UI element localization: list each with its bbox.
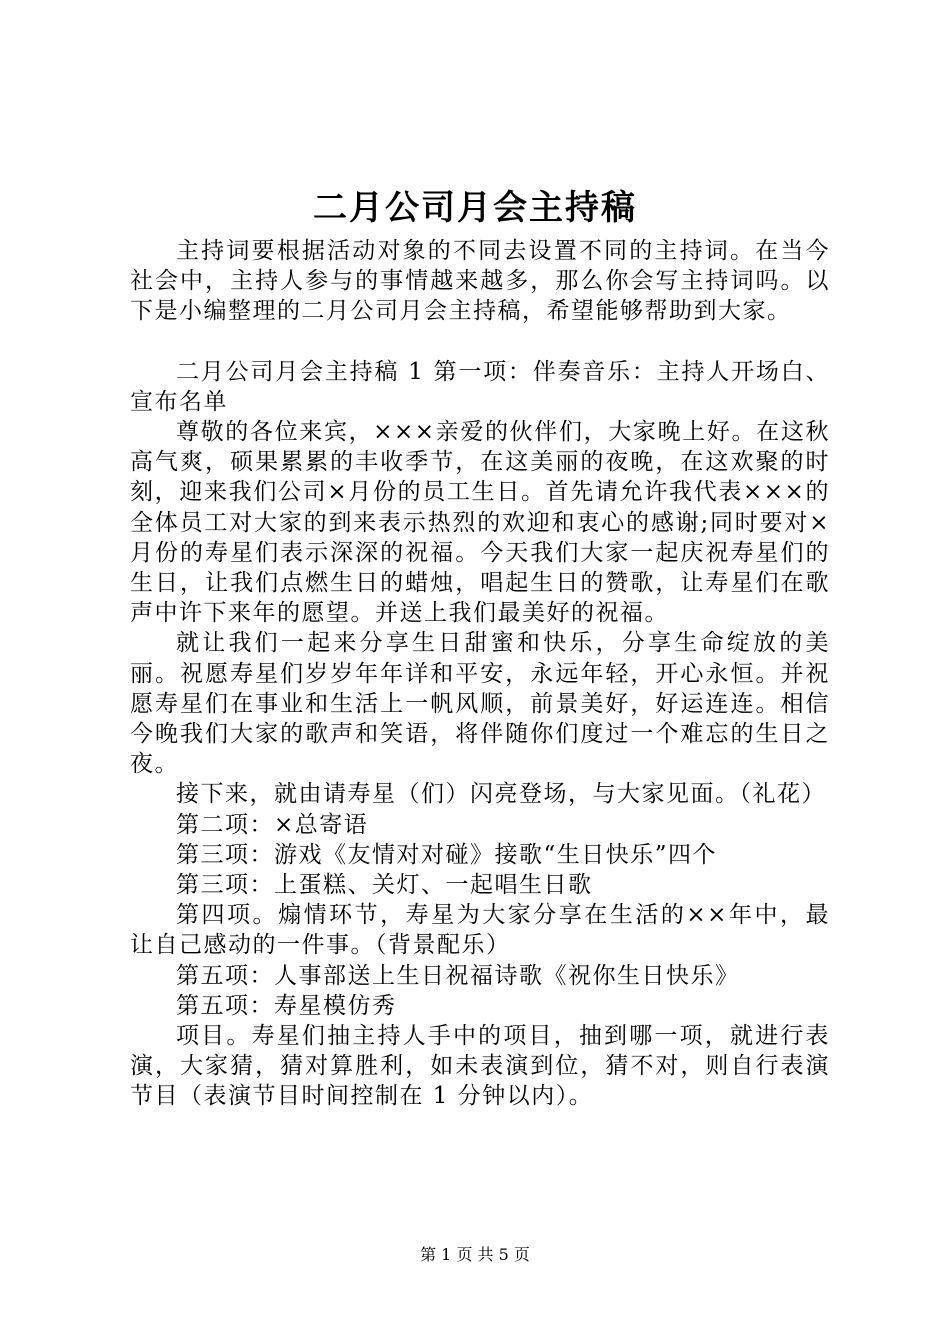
agenda-item: 第三项：游戏《友情对对碰》接歌“生日快乐”四个	[176, 841, 718, 868]
agenda-item: 第二项：×总寄语	[176, 811, 369, 838]
agenda-item: 第四项。煽情环节，寿星为大家分享在生活的××年中，最让自己感动的一件事。（背景配乐）	[130, 902, 830, 959]
intro-paragraph: 主持词要根据活动对象的不同去设置不同的主持词。在当今社会中，主持人参与的事情越来越多，那么你会写主持词吗。以下是小编整理的二月公司月会主持稿，希望能够帮助到大家。	[130, 238, 830, 325]
document-body	[130, 236, 830, 1112]
body-paragraph: 尊敬的各位来宾，×××亲爱的伙伴们，大家晚上好。在这秋高气爽，硕果累累的丰收季节，在这美丽的夜晚，在这欢聚的时刻，迎来我们公司×月份的员工生日。首先请允许我代表×××的全体员工对大家的到来表示热烈的欢迎和衷心的感谢;同时要对×月份的寿星们表示深深的祝福。今天我们大家一起庆祝寿星们的生日，让我们点燃生日的蜡烛，唱起生日的赞歌，让寿星们在歌声中许下来年的愿望。并送上我们最美好的祝福。	[130, 419, 830, 627]
section-heading-paragraph: 二月公司月会主持稿 1 第一项：伴奏音乐：主持人开场白、宣布名单	[130, 358, 830, 415]
body-paragraph: 项目。寿星们抽主持人手中的项目，抽到哪一项，就进行表演，大家猜，猜对算胜利，如未表演到位，猜不对，则自行表演节目（表演节目时间控制在 1 分钟以内）。	[130, 1023, 830, 1110]
page-number-footer: 第 1 页 共 5 页	[420, 1245, 530, 1264]
body-paragraph: 接下来，就由请寿星（们）闪亮登场，与大家见面。（礼花）	[176, 781, 826, 808]
agenda-item: 第三项：上蛋糕、关灯、一起唱生日歌	[176, 872, 593, 899]
document-title: 二月公司月会主持稿	[313, 188, 637, 228]
body-paragraph: 就让我们一起来分享生日甜蜜和快乐，分享生命绽放的美丽。祝愿寿星们岁岁年年详和平安，永远年轻，开心永恒。并祝愿寿星们在事业和生活上一帆风顺，前景美好，好运连连。相信今晚我们大家的歌声和笑语，将伴随你们度过一个难忘的生日之夜。	[130, 630, 830, 778]
agenda-item: 第五项：寿星模仿秀	[176, 992, 397, 1019]
agenda-item: 第五项：人事部送上生日祝福诗歌《祝你生日快乐》	[176, 962, 740, 989]
